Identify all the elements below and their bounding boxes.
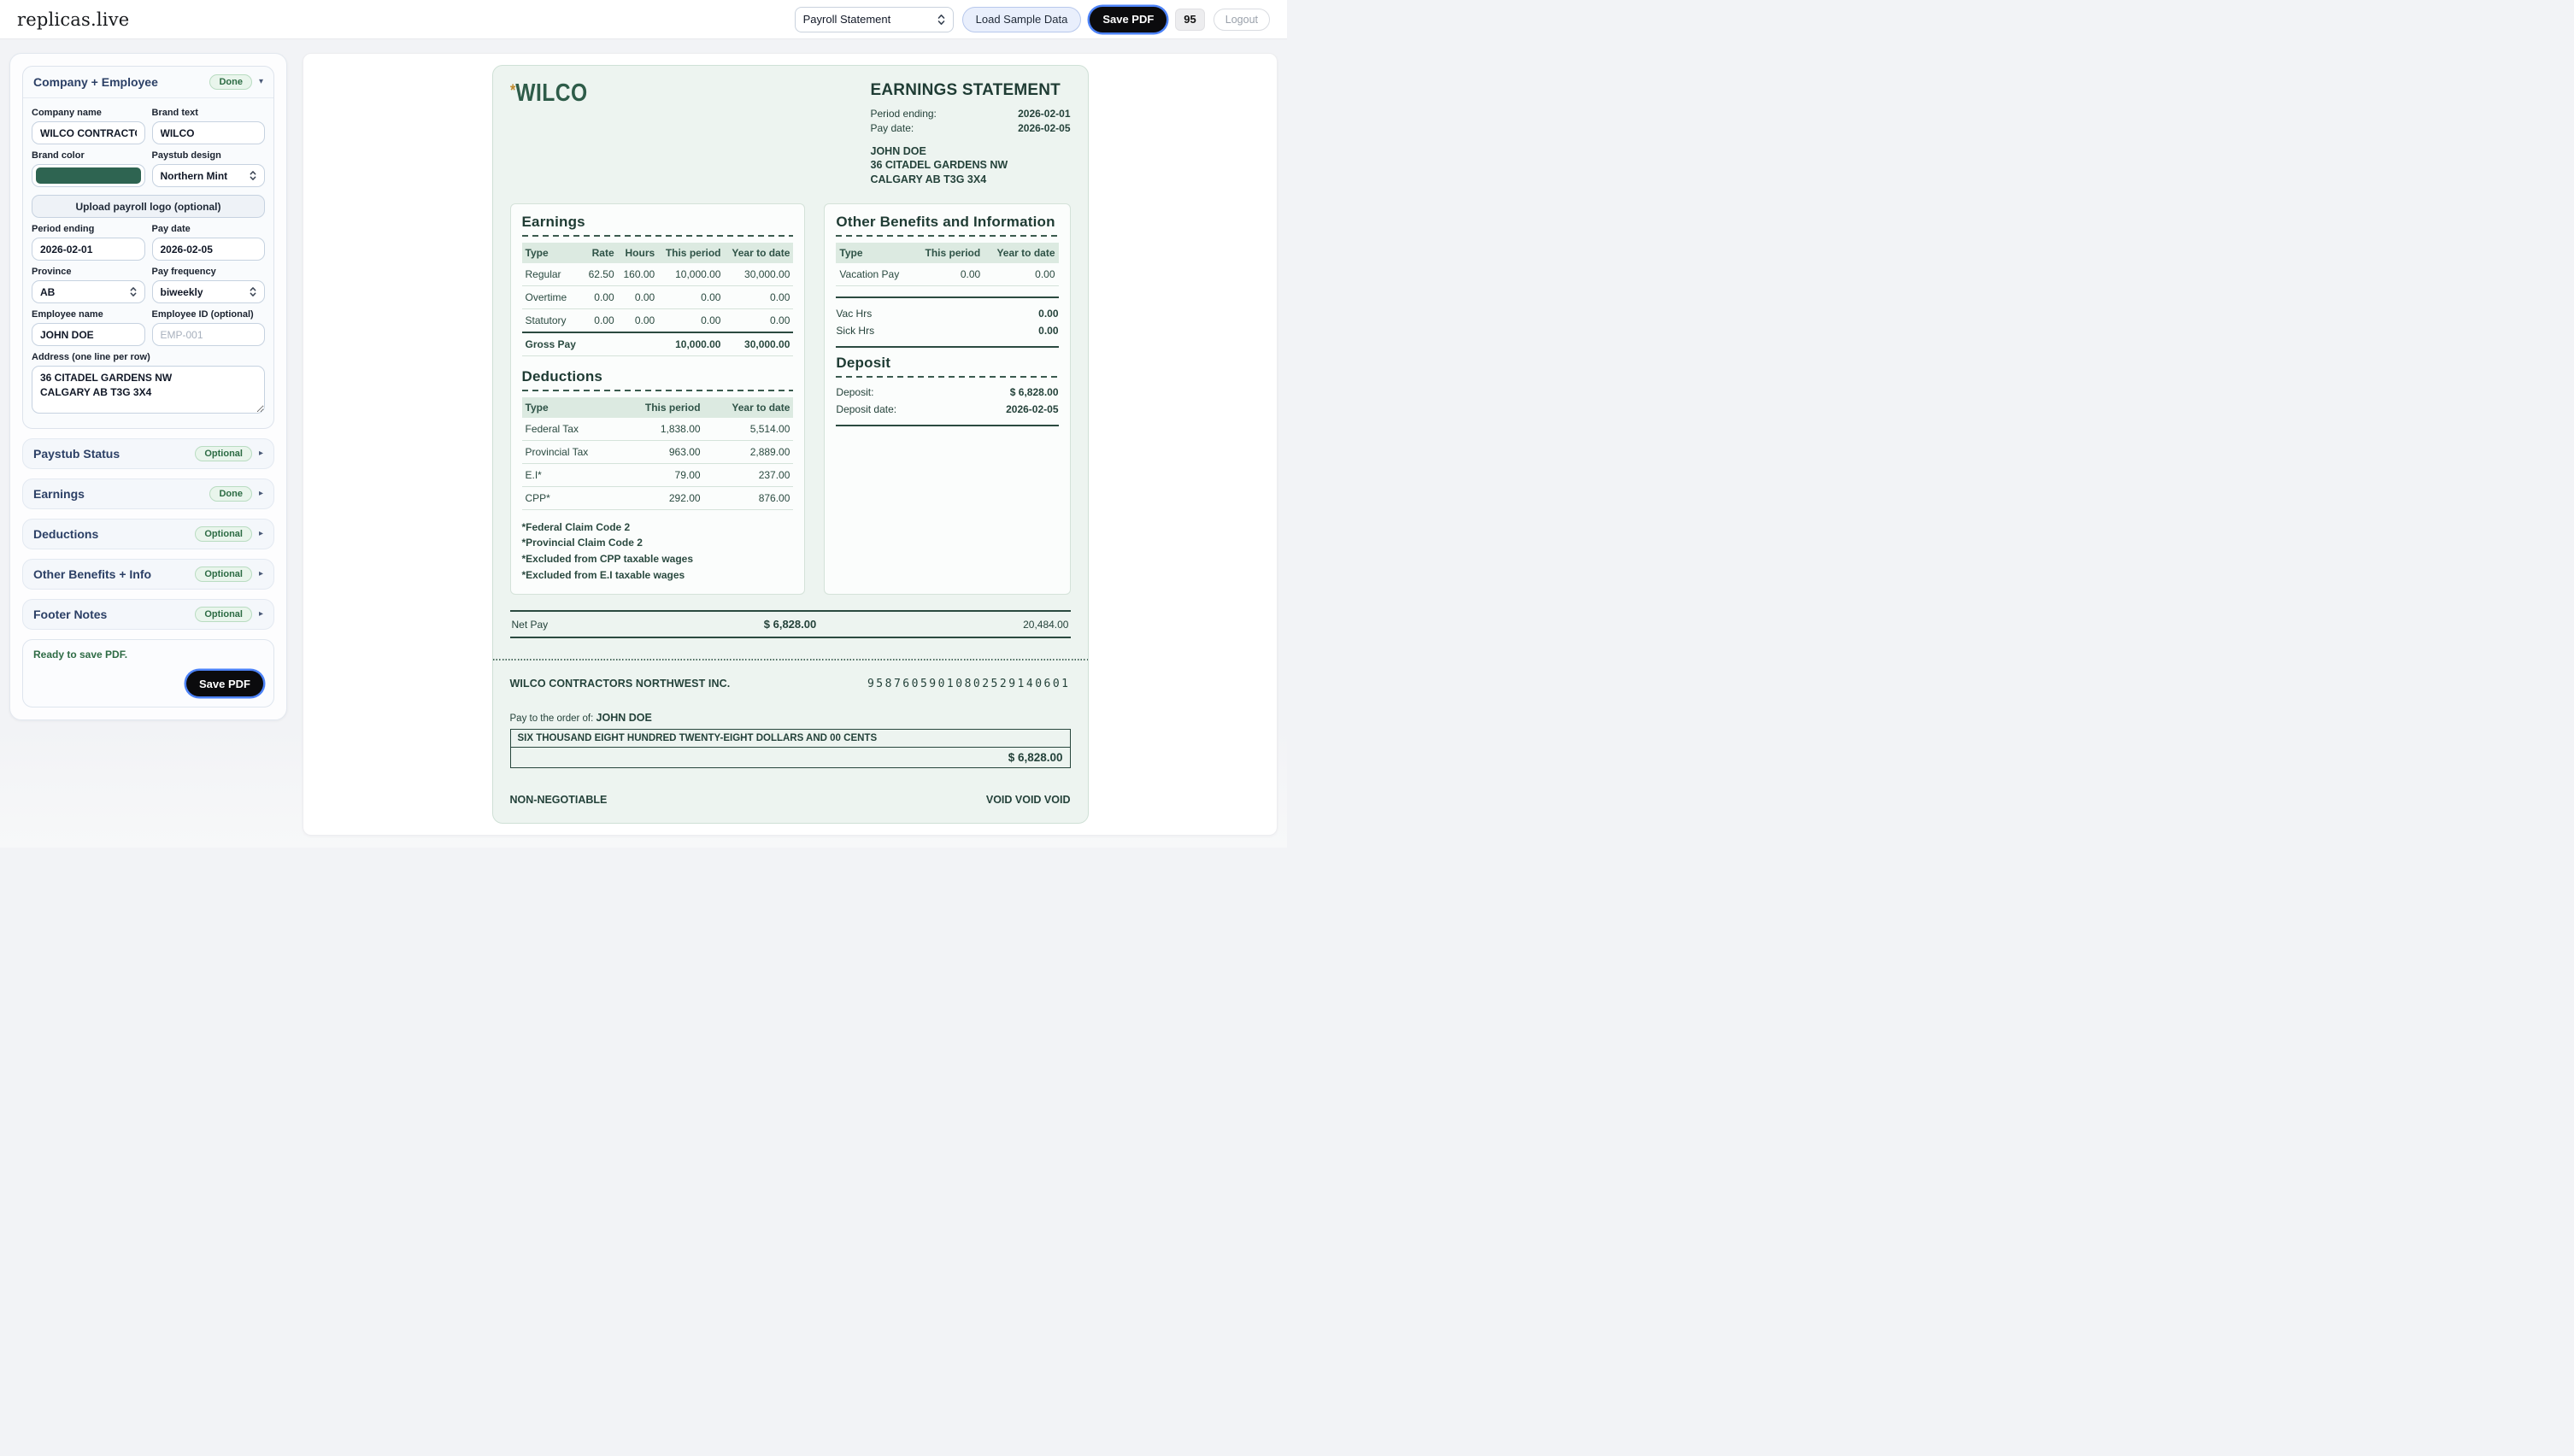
brand-color-input[interactable] — [32, 164, 145, 187]
section-company-header[interactable] — [23, 67, 273, 98]
divider — [836, 425, 1058, 426]
section-company-employee — [22, 66, 274, 429]
footnote: *Federal Claim Code 2 — [521, 520, 631, 533]
deduction-footnotes — [522, 520, 794, 583]
col-header: Year to date — [724, 243, 793, 263]
section-title: Other Benefits + Info — [33, 567, 152, 581]
col-header: Type — [522, 243, 584, 263]
app-root — [0, 0, 1287, 848]
cheque-footer-row — [510, 794, 1071, 806]
employee-name: JOHN DOE — [870, 145, 926, 157]
table-row: Regular 62.50 160.00 10,000.00 30,000.00 — [522, 263, 794, 286]
period-ending-label: Period ending: — [870, 108, 937, 120]
save-pdf-card — [22, 639, 274, 707]
company-name-input[interactable] — [32, 121, 145, 144]
net-pay-label: Net Pay — [511, 618, 549, 631]
status-badge: Optional — [195, 607, 252, 622]
gross-pay-row: Gross Pay 10,000.00 30,000.00 — [522, 332, 794, 356]
logo-text: WILCO — [514, 79, 588, 107]
payee-name: JOHN DOE — [596, 712, 652, 725]
section-earnings[interactable] — [22, 478, 274, 509]
save-pdf-button-sidebar[interactable]: Save PDF — [186, 671, 263, 696]
paystub-design-label: Paystub design — [151, 150, 221, 161]
table-row: Federal Tax 1,838.00 5,514.00 — [522, 418, 794, 441]
deposit-date-row: Deposit date: 2026-02-05 — [836, 402, 1059, 415]
pay-frequency-value: biweekly — [160, 285, 203, 298]
employee-address-line1: 36 CITADEL GARDENS NW — [870, 159, 1008, 172]
province-select[interactable] — [32, 280, 145, 303]
chevron-right-icon: ▸ — [258, 489, 263, 498]
company-form — [23, 98, 273, 428]
section-title: Footer Notes — [33, 608, 108, 621]
status-badge: Optional — [195, 526, 252, 542]
section-paystub-status[interactable] — [22, 438, 274, 469]
pay-date-label: Pay date — [151, 224, 191, 234]
address-textarea[interactable] — [32, 366, 265, 414]
vac-hours-row: Vac Hrs 0.00 — [836, 307, 1059, 320]
pay-date-value: 2026-02-05 — [1018, 122, 1071, 134]
table-row: CPP* 292.00 876.00 — [522, 486, 794, 509]
section-title: Deductions — [33, 527, 99, 541]
non-negotiable-text: NON-NEGOTIABLE — [509, 794, 608, 807]
col-header: Year to date — [984, 243, 1058, 263]
save-pdf-button-top[interactable]: Save PDF — [1090, 7, 1167, 32]
dashed-divider — [836, 376, 1058, 378]
section-footer-notes[interactable] — [22, 599, 274, 630]
col-header: Type — [522, 397, 619, 418]
status-badge: Optional — [195, 567, 252, 582]
main-content — [0, 39, 1287, 848]
document-type-select[interactable] — [795, 7, 954, 32]
period-ending-input[interactable] — [32, 238, 145, 261]
deposit-row: Deposit: $ 6,828.00 — [836, 385, 1059, 398]
table-header-row — [522, 397, 794, 418]
chevron-right-icon: ▸ — [258, 609, 263, 619]
table-row: Provincial Tax 963.00 2,889.00 — [522, 440, 794, 463]
chevron-right-icon: ▸ — [258, 529, 263, 538]
company-logo — [510, 81, 588, 186]
footnote: *Excluded from E.I taxable wages — [521, 568, 685, 581]
brand-text-input[interactable] — [152, 121, 266, 144]
section-title: Earnings — [33, 487, 85, 501]
section-title: Paystub Status — [33, 447, 120, 461]
table-row: Overtime 0.00 0.00 0.00 0.00 — [522, 285, 794, 308]
col-header: This period — [618, 397, 703, 418]
table-header-row — [836, 243, 1058, 263]
brand-color-label: Brand color — [32, 150, 85, 161]
sick-hours-row: Sick Hrs 0.00 — [836, 324, 1059, 337]
status-badge: Optional — [195, 446, 252, 461]
pay-to-label: Pay to the order of: — [509, 713, 594, 725]
paystub-header — [510, 81, 1071, 186]
form-sidebar — [9, 53, 287, 720]
chevron-down-icon[interactable]: ▾ — [258, 77, 263, 86]
col-header: This period — [658, 243, 724, 263]
select-stepper-icon — [250, 286, 256, 297]
status-badge: Done — [209, 74, 252, 90]
amount-in-words: SIX THOUSAND EIGHT HUNDRED TWENTY-EIGHT DOLLARS AND 00 CENTS — [511, 730, 1070, 748]
site-logo: replicas.live — [17, 9, 130, 30]
brand-color-swatch — [36, 167, 141, 184]
col-header: Year to date — [704, 397, 794, 418]
table-row: Vacation Pay 0.00 0.00 — [836, 263, 1058, 286]
col-header: Type — [836, 243, 912, 263]
net-pay-ytd: 20,484.00 — [1023, 618, 1069, 631]
top-bar — [0, 0, 1287, 39]
preview-panel — [303, 53, 1278, 836]
ready-status-text: Ready to save PDF. — [33, 649, 128, 660]
employee-address-line2: CALGARY AB T3G 3X4 — [870, 173, 987, 185]
deductions-table — [522, 397, 794, 510]
col-header: Hours — [618, 243, 659, 263]
status-badge: Done — [209, 486, 252, 502]
company-name-label: Company name — [32, 108, 102, 118]
pay-frequency-select[interactable] — [152, 280, 266, 303]
cheque-number: 95876059010802529140601 — [867, 678, 1071, 691]
cheque-company-name: WILCO CONTRACTORS NORTHWEST INC. — [509, 678, 731, 690]
province-value: AB — [40, 285, 56, 298]
perforation-divider — [493, 659, 1088, 660]
paystub-columns — [510, 203, 1071, 595]
earnings-title: Earnings — [521, 213, 585, 230]
top-bar-controls — [795, 7, 1270, 32]
chevron-right-icon: ▸ — [258, 569, 263, 578]
paystub-preview — [492, 65, 1089, 824]
section-deductions[interactable] — [22, 519, 274, 549]
section-other-benefits[interactable] — [22, 559, 274, 590]
cheque-amount-box — [510, 729, 1071, 768]
logo-asterisk-icon: * — [509, 82, 515, 100]
address-label: Address (one line per row) — [32, 352, 150, 362]
deductions-title: Deductions — [521, 367, 603, 385]
document-type-value: Payroll Statement — [802, 13, 891, 26]
employee-id-input[interactable] — [152, 323, 266, 346]
earnings-table — [522, 243, 794, 356]
paystub-design-select[interactable] — [152, 164, 266, 187]
footnote: *Provincial Claim Code 2 — [521, 537, 643, 549]
select-stepper-icon — [250, 170, 256, 181]
province-label: Province — [32, 267, 72, 277]
net-pay-amount: $ 6,828.00 — [763, 618, 817, 631]
employee-name-input[interactable] — [32, 323, 145, 346]
footnote: *Excluded from CPP taxable wages — [521, 552, 694, 565]
employee-name-label: Employee name — [32, 309, 103, 320]
paystub-design-value: Northern Mint — [160, 169, 228, 182]
employee-id-label: Employee ID (optional) — [151, 309, 254, 320]
dashed-divider — [836, 235, 1058, 237]
benefits-title: Other Benefits and Information — [836, 213, 1055, 230]
amount-numeric: $ 6,828.00 — [1008, 751, 1063, 765]
period-ending-value: 2026-02-01 — [1018, 108, 1071, 120]
net-pay-row — [510, 610, 1071, 638]
section-title: Company + Employee — [33, 75, 158, 89]
dashed-divider — [522, 235, 794, 237]
col-header: This period — [913, 243, 984, 263]
pay-frequency-label: Pay frequency — [151, 267, 216, 277]
upload-logo-button[interactable]: Upload payroll logo (optional) — [32, 195, 265, 218]
table-row: E.I* 79.00 237.00 — [522, 463, 794, 486]
load-sample-data-button[interactable]: Load Sample Data — [962, 7, 1082, 32]
statement-title: EARNINGS STATEMENT — [870, 81, 1061, 99]
earnings-deductions-card — [510, 203, 806, 595]
deposit-title: Deposit — [836, 354, 891, 371]
table-row: Statutory 0.00 0.00 0.00 0.00 — [522, 308, 794, 332]
benefits-deposit-card — [824, 203, 1070, 595]
pay-to-row — [510, 712, 1071, 724]
statement-info — [871, 81, 1071, 186]
col-header: Rate — [583, 243, 617, 263]
cheque-header-row — [510, 678, 1071, 690]
count-badge: 95 — [1175, 9, 1204, 31]
pay-date-label: Pay date: — [870, 122, 914, 134]
pay-date-input[interactable] — [152, 238, 266, 261]
employee-block — [871, 144, 1071, 186]
select-stepper-icon — [130, 286, 137, 297]
brand-text-label: Brand text — [151, 108, 198, 118]
void-text: VOID VOID VOID — [985, 794, 1071, 807]
dashed-divider — [522, 390, 794, 391]
select-stepper-icon — [937, 14, 945, 26]
period-ending-label: Period ending — [32, 224, 95, 234]
table-header-row — [522, 243, 794, 263]
logout-button[interactable]: Logout — [1214, 9, 1270, 31]
chevron-right-icon: ▸ — [258, 449, 263, 458]
benefits-table — [836, 243, 1058, 286]
